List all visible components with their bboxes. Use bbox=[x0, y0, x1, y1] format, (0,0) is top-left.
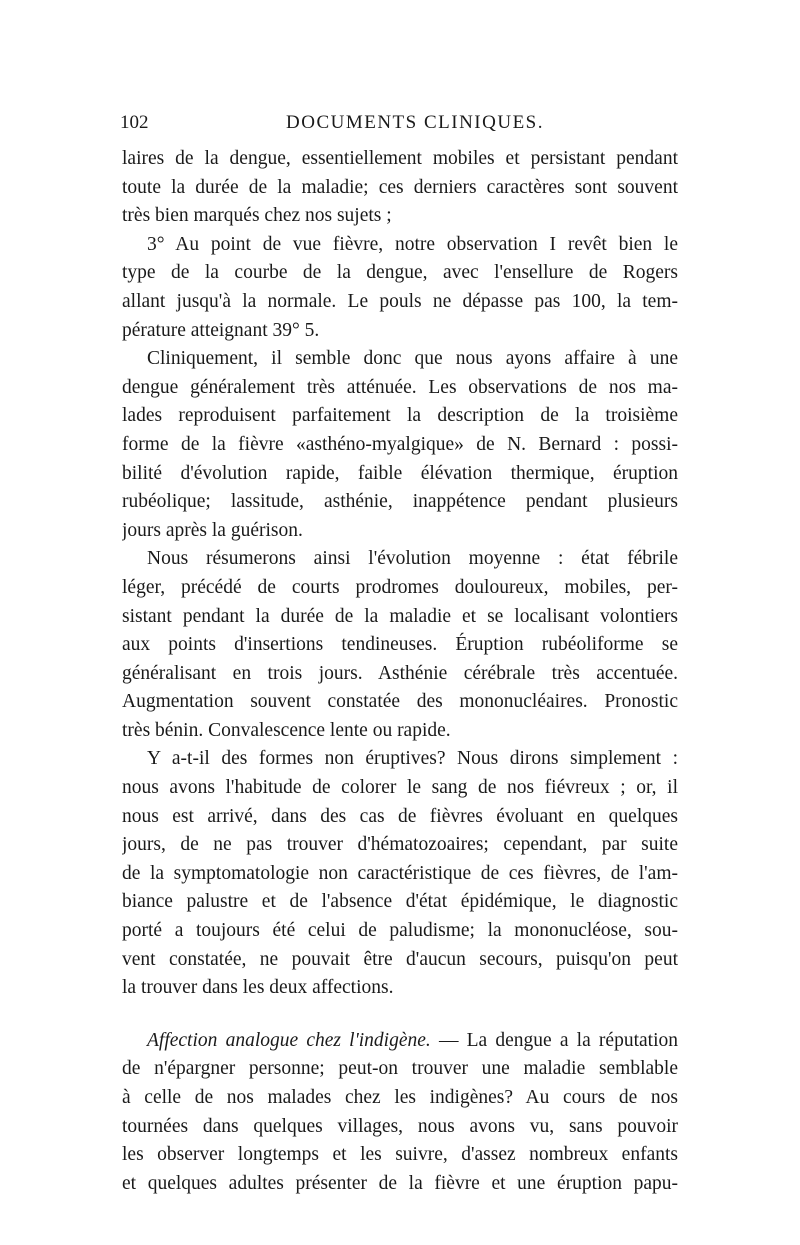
text-line: toute la durée de la maladie; ces derniers caractères sont souvent bbox=[122, 176, 678, 198]
page-header bbox=[120, 112, 680, 144]
text-line-continuation: — La dengue a la réputation bbox=[430, 1029, 678, 1051]
text-line: Cliniquement, il semble donc que nous ayons affaire à une bbox=[147, 348, 678, 370]
text-line: type de la courbe de la dengue, avec l'ensellure de Rogers bbox=[122, 262, 678, 284]
text-line: Y a-t-il des formes non éruptives? Nous dirons simplement : bbox=[147, 748, 678, 770]
text-line: pérature atteignant 39° 5. bbox=[122, 319, 320, 341]
text-line: lades reproduisent parfaitement la description de la troisième bbox=[122, 405, 678, 427]
text-line: allant jusqu'à la normale. Le pouls ne dépasse pas 100, la tem- bbox=[122, 290, 678, 312]
text-line bbox=[122, 1027, 678, 1056]
text-line: aux points d'insertions tendineuses. Éruption rubéoliforme se bbox=[122, 634, 678, 656]
text-line: Augmentation souvent constatée des mononucléaires. Pronostic bbox=[122, 691, 678, 713]
text-line: très bien marqués chez nos sujets ; bbox=[122, 205, 392, 227]
text-line: de la symptomatologie non caractéristique de ces fièvres, de l'am- bbox=[122, 862, 678, 884]
body-text bbox=[122, 145, 678, 1198]
text-line: nous avons l'habitude de colorer le sang de nos fiévreux ; or, il bbox=[122, 777, 678, 799]
text-line: forme de la fièvre «asthéno-myalgique» de N. Bernard : possi- bbox=[122, 433, 678, 455]
text-line: 3° Au point de vue fièvre, notre observation I revêt bien le bbox=[147, 233, 678, 255]
text-line: bilité d'évolution rapide, faible élévation thermique, éruption bbox=[122, 462, 678, 484]
text-line: et quelques adultes présenter de la fièvre et une éruption papu- bbox=[122, 1172, 678, 1194]
text-line: sistant pendant la durée de la maladie et se localisant volontiers bbox=[122, 605, 678, 627]
text-line: biance palustre et de l'absence d'état épidémique, le diagnostic bbox=[122, 891, 678, 913]
text-line: à celle de nos malades chez les indigènes? Au cours de nos bbox=[122, 1087, 678, 1108]
text-line: tournées dans quelques villages, nous avons vu, sans pouvoir bbox=[122, 1115, 678, 1137]
text-line: Nous résumerons ainsi l'évolution moyenne : état fébrile bbox=[147, 548, 678, 570]
text-line: les observer longtemps et les suivre, d'assez nombreux enfants bbox=[122, 1144, 678, 1166]
text-line: la trouver dans les deux affections. bbox=[122, 977, 394, 999]
section-gap bbox=[122, 1003, 678, 1027]
text-line: rubéolique; lassitude, asthénie, inappétence pendant plusieurs bbox=[122, 491, 678, 513]
text-line: nous est arrivé, dans des cas de fièvres évoluant en quelques bbox=[122, 805, 678, 827]
text-line: jours, de ne pas trouver d'hématozoaires; cependant, par suite bbox=[122, 834, 678, 856]
text-line: vent constatée, ne pouvait être d'aucun secours, puisqu'on peut bbox=[122, 948, 678, 970]
text-line: porté a toujours été celui de paludisme; la mononucléose, sou- bbox=[122, 920, 678, 942]
text-line: jours après la guérison. bbox=[122, 519, 303, 541]
section-heading: Affection analogue chez l'indigène. bbox=[147, 1029, 431, 1051]
text-line: très bénin. Convalescence lente ou rapide. bbox=[122, 719, 451, 741]
text-line: laires de la dengue, essentiellement mobiles et persistant pendant bbox=[122, 148, 678, 169]
text-line: généralisant en trois jours. Asthénie cérébrale très accentuée. bbox=[122, 662, 678, 684]
page-number: 102 bbox=[120, 112, 149, 133]
running-title: DOCUMENTS CLINIQUES. bbox=[286, 112, 544, 133]
text-line: dengue généralement très atténuée. Les observations de nos ma- bbox=[122, 376, 678, 398]
text-line: de n'épargner personne; peut-on trouver une maladie semblable bbox=[122, 1058, 678, 1080]
text-line: léger, précédé de courts prodromes douloureux, mobiles, per- bbox=[122, 576, 678, 598]
